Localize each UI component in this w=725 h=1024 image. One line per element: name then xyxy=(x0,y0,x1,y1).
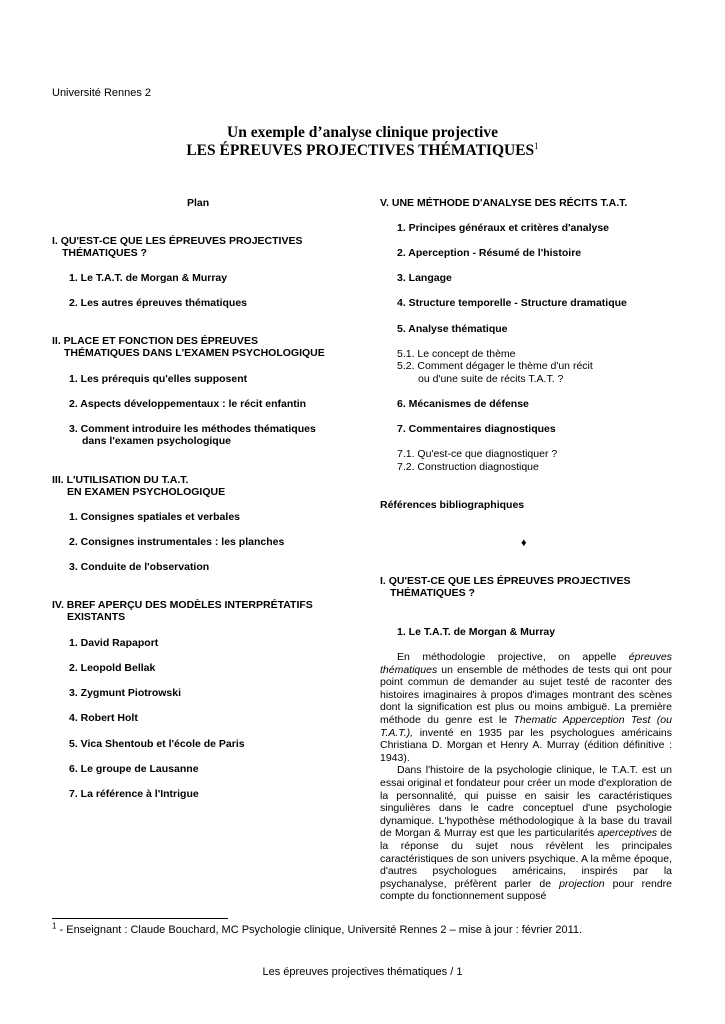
plan-item: 1. Consignes spatiales et verbales xyxy=(69,511,240,523)
plan-item: 5. Analyse thématique xyxy=(397,323,508,335)
plan-section-4-title: IV. BREF APERÇU DES MODÈLES INTERPRÉTATIFS xyxy=(52,599,313,611)
plan-subitem: 7.2. Construction diagnostique xyxy=(397,461,539,473)
plan-item: 4. Robert Holt xyxy=(69,712,138,724)
plan-item: 4. Structure temporelle - Structure dramatique xyxy=(397,297,627,309)
plan-section-2-title-cont: THÉMATIQUES DANS L'EXAMEN PSYCHOLOGIQUE xyxy=(64,347,325,359)
footnote-text: - Enseignant : Claude Bouchard, MC Psychologie clinique, Université Rennes 2 – mise à jour : février 2011. xyxy=(56,924,583,936)
plan-subitem: 5.2. Comment dégager le thème d'un récit xyxy=(397,360,593,372)
plan-section-3-title: III. L'UTILISATION DU T.A.T. xyxy=(52,474,189,486)
plan-heading: Plan xyxy=(187,197,210,209)
paragraph: En méthodologie projective, on appelle épreuves thématiques un ensemble de méthodes de tests qui ont pour point commun de demander au sujet testé de raconter des histoires imaginaires à propos d'images montrant des scènes dont la signification est plus ou moins ambiguë. La première méthode du genre est le Thematic Apperception Test (ou T.A.T.), inventé en 1935 par les psychologues américains Christiana D. Morgan et Henry A. Murray (édition définitive : 1943). xyxy=(380,651,672,764)
plan-item: 2. Leopold Bellak xyxy=(69,662,156,674)
footnote-reference: 1 xyxy=(534,140,539,151)
document-title-line1: Un exemple d’analyse clinique projective xyxy=(227,124,498,141)
plan-item: 2. Consignes instrumentales : les planches xyxy=(69,536,285,548)
page-footer: Les épreuves projectives thématiques / 1 xyxy=(262,966,463,978)
plan-item: 1. Les prérequis qu'elles supposent xyxy=(69,373,248,385)
plan-item: 7. La référence à l'Intrigue xyxy=(69,788,199,800)
document-title-line2 xyxy=(0,142,725,160)
plan-item: 2. Aperception - Résumé de l'histoire xyxy=(397,247,582,259)
footnote xyxy=(52,921,583,936)
plan-section-3-title-cont: EN EXAMEN PSYCHOLOGIQUE xyxy=(67,486,226,498)
body-section-title-cont: THÉMATIQUES ? xyxy=(390,587,475,599)
plan-section-4-title-cont: EXISTANTS xyxy=(67,611,126,623)
footnote-number: 1 xyxy=(52,921,57,931)
plan-item: 1. Le T.A.T. de Morgan & Murray xyxy=(69,272,228,284)
plan-item: 3. Zygmunt Piotrowski xyxy=(69,687,182,699)
plan-item: 2. Les autres épreuves thématiques xyxy=(69,297,247,309)
plan-subitem-cont: ou d'une suite de récits T.A.T. ? xyxy=(418,373,564,385)
plan-item: 2. Aspects développementaux : le récit enfantin xyxy=(69,398,307,410)
references-heading: Références bibliographiques xyxy=(380,499,525,511)
footnote-separator xyxy=(52,918,228,919)
plan-item: 6. Mécanismes de défense xyxy=(397,398,529,410)
plan-item: 6. Le groupe de Lausanne xyxy=(69,763,199,775)
document-title-text: LES ÉPREUVES PROJECTIVES THÉMATIQUES xyxy=(186,142,535,159)
plan-item: 1. Principes généraux et critères d'analyse xyxy=(397,222,610,234)
plan-subitem: 7.1. Qu'est-ce que diagnostiquer ? xyxy=(397,448,558,460)
plan-item-cont: dans l'examen psychologique xyxy=(82,435,231,447)
body-subsection-title: 1. Le T.A.T. de Morgan & Murray xyxy=(397,626,556,638)
section-divider: ♦ xyxy=(521,537,527,549)
paragraph: Dans l'histoire de la psychologie clinique, le T.A.T. est un essai original et fondateur pour créer un mode d'exploration de la personnalité, qui puisse en saisir les caractéristiques singulières dans le cadre conceptuel d'une psychologie dynamique. L'hypothèse méthodologique à la base du travail de Morgan & Murray est que les particularités aperceptives de la réponse du sujet nous révèlent les principales caractéristiques de son univers psychique. A la même époque, d'autres psychologues américains, inspirés par la psychanalyse, préfèrent parler de projection pour rendre compte du fonctionnement supposé xyxy=(380,764,672,903)
plan-item: 5. Vica Shentoub et l'école de Paris xyxy=(69,738,245,750)
plan-section-2-title: II. PLACE ET FONCTION DES ÉPREUVES xyxy=(52,335,258,347)
plan-item: 7. Commentaires diagnostiques xyxy=(397,423,556,435)
plan-item: 3. Conduite de l'observation xyxy=(69,561,210,573)
institution-header: Université Rennes 2 xyxy=(52,87,152,99)
plan-section-1-title: I. QU'EST-CE QUE LES ÉPREUVES PROJECTIVES xyxy=(52,235,303,247)
body-text xyxy=(380,651,672,903)
plan-item: 1. David Rapaport xyxy=(69,637,159,649)
body-section-title: I. QU'EST-CE QUE LES ÉPREUVES PROJECTIVES xyxy=(380,575,631,587)
plan-section-5-title: V. UNE MÉTHODE D'ANALYSE DES RÉCITS T.A.T. xyxy=(380,197,628,209)
plan-item: 3. Comment introduire les méthodes thématiques xyxy=(69,423,316,435)
plan-subitem: 5.1. Le concept de thème xyxy=(397,348,516,360)
plan-item: 3. Langage xyxy=(397,272,452,284)
plan-section-1-title-cont: THÉMATIQUES ? xyxy=(62,247,147,259)
